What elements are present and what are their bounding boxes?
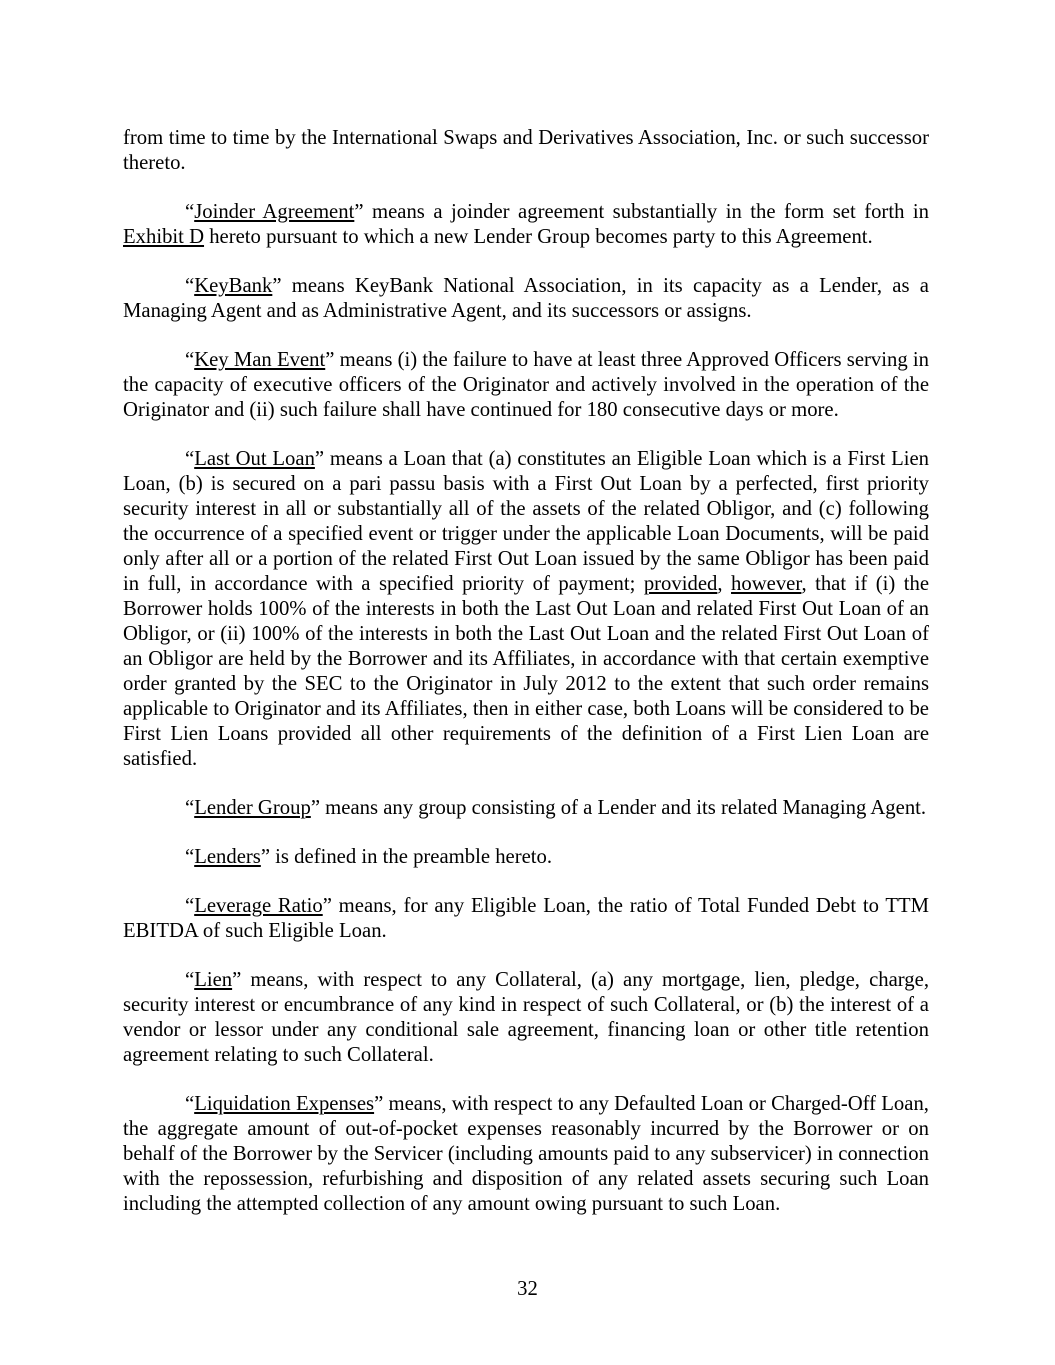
paragraph [123,447,929,772]
text-segment: “ [185,349,195,371]
text-segment: ” is defined in the preamble hereto. [260,846,553,868]
defined-term: Last Out Loan [194,448,315,470]
text-segment: ” means KeyBank National Association, in its capacity as a Lender, as a Managing Agent and as Administrative Agent, and its successors or assigns. [123,275,929,322]
text-segment: “ [185,448,195,470]
paragraph [123,845,929,870]
defined-term: however [731,573,802,595]
page-number: 32 [517,1278,538,1300]
text-segment: ” means, with respect to any Collateral, (a) any mortgage, lien, pledge, charge, security interest or encumbrance of any kind in respect of such Collateral, or (b) the interest of a vendor or lessor under any conditional sale agreement, financing loan or other title retention agreement relating to such Collateral. [123,969,929,1066]
defined-term: Key Man Event [194,349,326,371]
paragraph [123,274,929,324]
text-segment: “ [185,275,195,297]
defined-term: Lenders [194,846,261,868]
text-segment: ” means any group consisting of a Lender and its related Managing Agent. [310,797,927,819]
paragraph [123,894,929,944]
defined-term: Leverage Ratio [194,895,323,917]
text-segment: “ [185,1093,195,1115]
defined-term: KeyBank [194,275,273,297]
text-segment: ” means a joinder agreement substantially in the form set forth in [354,201,929,223]
paragraph [123,200,929,250]
defined-term: Joinder Agreement [194,201,355,223]
text-segment: ” means, for any Eligible Loan, the ratio of Total Funded Debt to TTM EBITDA of such Eligible Loan. [123,895,929,942]
text-segment: ” means a Loan that (a) constitutes an Eligible Loan which is a First Lien Loan, (b) is secured on a pari passu basis with a First Out Loan by a perfected, first priority security interest in all or substantially all of the assets of the related Obligor, and (c) following the occurrence of a specified event or trigger under the applicable Loan Documents, will be paid only after all or a portion of the related First Out Loan issued by the same Obligor has been paid in full, in accordance with a specified priority of payment; [123,448,930,595]
paragraph [123,348,929,423]
text-segment: ” means, with respect to any Defaulted Loan or Charged-Off Loan, the aggregate amount of out-of-pocket expenses reasonably incurred by the Borrower or on behalf of the Borrower by the Servicer (including amounts paid to any subservicer) in connection with the repossession, refurbishing and disposition of any related assets securing such Loan including the attempted collection of any amount owing pursuant to such Loan. [123,1093,929,1215]
defined-term: Lender Group [194,797,311,819]
defined-term: Lien [194,969,233,991]
text-segment: ” means (i) the failure to have at least three Approved Officers serving in the capacity of executive officers of the Originator and actively involved in the operation of the Originator and (ii) such failure shall have continued for 180 consecutive days or more. [123,349,929,421]
defined-term: Exhibit D [123,226,205,248]
text-segment: , [717,573,732,595]
text-segment: “ [185,846,195,868]
paragraph [123,1092,929,1217]
paragraph [123,126,929,176]
text-segment: “ [185,201,195,223]
text-segment: from time to time by the International Swaps and Derivatives Association, Inc. or such successor thereto. [123,127,929,174]
paragraph [123,796,929,821]
defined-term: provided [643,573,718,595]
text-segment: hereto pursuant to which a new Lender Group becomes party to this Agreement. [204,226,873,248]
text-segment: “ [185,895,195,917]
document-body [123,126,929,1241]
text-segment: , that if (i) the Borrower holds 100% of the interests in both the Last Out Loan and related First Out Loan of an Obligor, or (ii) 100% of the interests in both the Last Out Loan and the related First Out Loan of an Obligor are held by the Borrower and its Affiliates, in accordance with that certain exemptive order granted by the SEC to the Originator in July 2012 to the extent that such order remains applicable to Originator and its Affiliates, then in either case, both Loans will be considered to be First Lien Loans provided all other requirements of the definition of a First Lien Loan are satisfied. [123,573,929,770]
text-segment: “ [185,797,195,819]
text-segment: “ [185,969,195,991]
defined-term: Liquidation Expenses [194,1093,375,1115]
paragraph [123,968,929,1068]
